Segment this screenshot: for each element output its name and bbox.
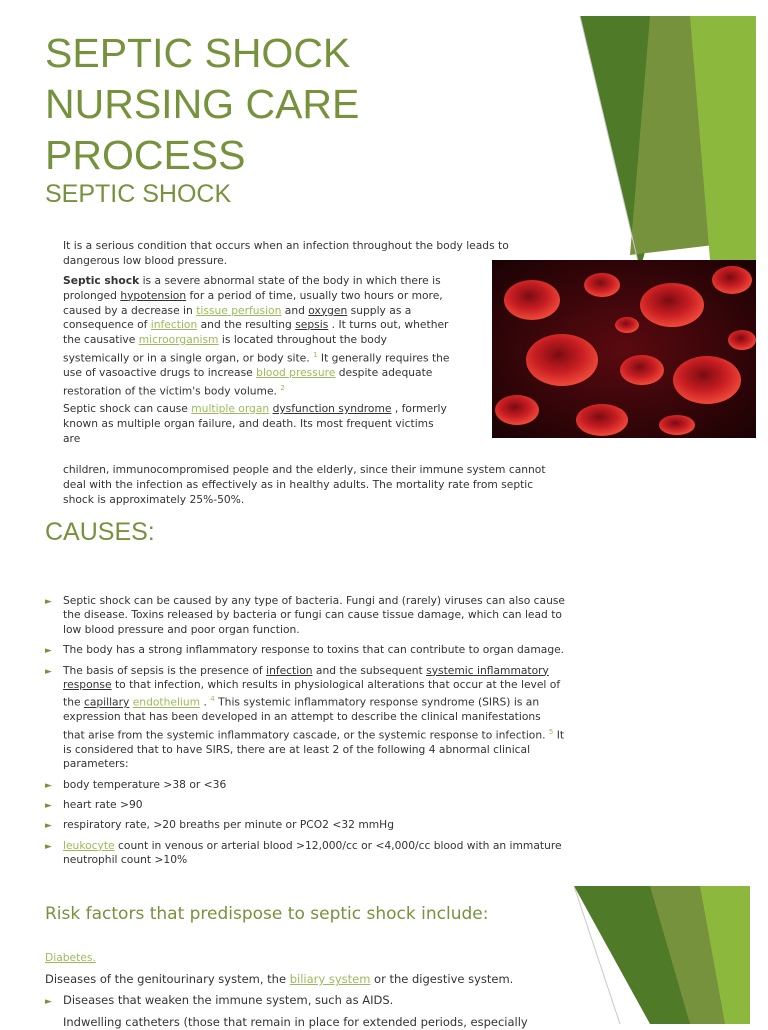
- link-multiple-organ[interactable]: multiple organ: [191, 402, 270, 415]
- link-leukocyte[interactable]: leukocyte: [63, 838, 115, 852]
- list-item: ► respiratory rate, >20 breaths per minute or PCO2 <32 mmHg: [45, 818, 565, 832]
- bullet-arrow-icon: ►: [45, 646, 52, 657]
- bullet-arrow-icon: ►: [45, 597, 52, 607]
- link-capillary[interactable]: capillary: [83, 696, 130, 709]
- bullet-arrow-icon: ►: [45, 997, 52, 1007]
- risk-factors-heading: Risk factors that predispose to septic shock include:: [45, 904, 489, 924]
- link-dysfunction-syndrome[interactable]: dysfunction syndrome: [272, 402, 392, 415]
- list-item: ► The body has a strong inflammatory response to toxins that can contribute to organ damage.: [45, 643, 565, 657]
- link-hypotension[interactable]: hypotension: [120, 288, 187, 302]
- bullet-arrow-icon: ►: [45, 841, 52, 852]
- list-item: ► heart rate >90: [45, 798, 565, 812]
- causes-list: [45, 594, 565, 870]
- link-microorganism[interactable]: microorganism: [138, 333, 219, 347]
- list-item: ► Septic shock can be caused by any type of bacteria. Fungi and (rarely) viruses can also cause the disease. Toxins released by bacteria or fungi can cause tissue damage, which can lead to low blood pressure and poor organ function.: [45, 594, 566, 636]
- footnote-2[interactable]: 2: [280, 384, 285, 393]
- victims-paragraph: children, immunocompromised people and the elderly, since their immune system cannot deal with the infection as effectively as in healthy adults. The mortality rate from septic shock is approximately 25%-50%.: [63, 463, 546, 506]
- risk-line-immune: Diseases that weaken the immune system, such as AIDS.: [63, 993, 394, 1007]
- link-systemic-inflammatory-response[interactable]: systemic inflammatory response: [63, 663, 549, 692]
- link-sepsis[interactable]: sepsis: [295, 318, 329, 332]
- green-triangle-decoration-2: [560, 880, 768, 1024]
- footnote-1[interactable]: 1: [313, 350, 318, 359]
- definition-paragraph: Septic shock is a severe abnormal state of the body in which there is prolonged hypotension for a period of time, usually two hours or more, caused by a decrease in tissue perfusion and oxygen supply as a consequence of infection and the resulting sepsis . It turns out, whether the causative microorganism is located throughout the body systemically or in a single organ, or body site. $^1$ It generally requires the use of vasoactive drugs to increase blood pressure despite adequate restoration of the victim's body volume. $^2$: [63, 274, 450, 398]
- link-blood-pressure[interactable]: blood pressure: [256, 366, 336, 380]
- section-subtitle: SEPTIC SHOCK: [45, 180, 232, 208]
- bullet-arrow-icon: ►: [45, 821, 52, 832]
- page-title: SEPTIC SHOCK NURSING CARE PROCESS: [45, 30, 360, 178]
- risk-line-genitourinary: Diseases of the genitourinary system, the biliary system or the digestive system.: [45, 972, 514, 986]
- bullet-arrow-icon: ►: [45, 801, 52, 811]
- link-oxygen[interactable]: oxygen: [308, 303, 348, 317]
- list-item: ► The basis of sepsis is the presence of infection and the subsequent systemic inflammatory response to that infection, which results in physiological alterations that occur at the level of the capillary endothelium . $^4$ This systemic inflammatory response syndrome (SIRS) is an expression that has been developed in an attempt to describe the clinical manifestations that arise from the systemic inflammatory cascade, or the systemic response to infection. $^5$ It is considered that to have SIRS, there are at least 2 of the following 4 abnormal clinical parameters:: [45, 663, 565, 771]
- list-item: ► leukocyte count in venous or arterial blood >12,000/cc or <4,000/cc blood with an immature neutrophil count >10%: [45, 838, 562, 867]
- link-tissue-perfusion[interactable]: tissue perfusion: [196, 303, 282, 317]
- causes-heading: CAUSES:: [45, 518, 155, 546]
- red-blood-cells-image: [492, 260, 756, 438]
- link-biliary-system[interactable]: biliary system: [289, 972, 371, 986]
- mods-paragraph: Septic shock can cause multiple organ dysfunction syndrome , formerly known as multiple organ failure, and death. Its most frequent victims are: [63, 402, 447, 445]
- risk-line-catheters: Indwelling catheters (those that remain in place for extended periods, especially: [63, 1015, 528, 1029]
- link-infection-2[interactable]: infection: [266, 663, 313, 677]
- link-endothelium[interactable]: endothelium: [132, 696, 201, 709]
- link-infection[interactable]: infection: [150, 318, 198, 332]
- intro-paragraph: It is a serious condition that occurs when an infection throughout the body leads to dangerous low blood pressure.: [63, 239, 509, 267]
- footnote-5[interactable]: 5: [548, 727, 554, 736]
- bullet-arrow-icon: ►: [45, 666, 52, 677]
- footnote-4[interactable]: 4: [210, 695, 215, 704]
- list-item: ► body temperature >38 or <36: [45, 778, 565, 792]
- link-diabetes[interactable]: Diabetes.: [45, 951, 96, 964]
- bullet-arrow-icon: ►: [45, 780, 52, 791]
